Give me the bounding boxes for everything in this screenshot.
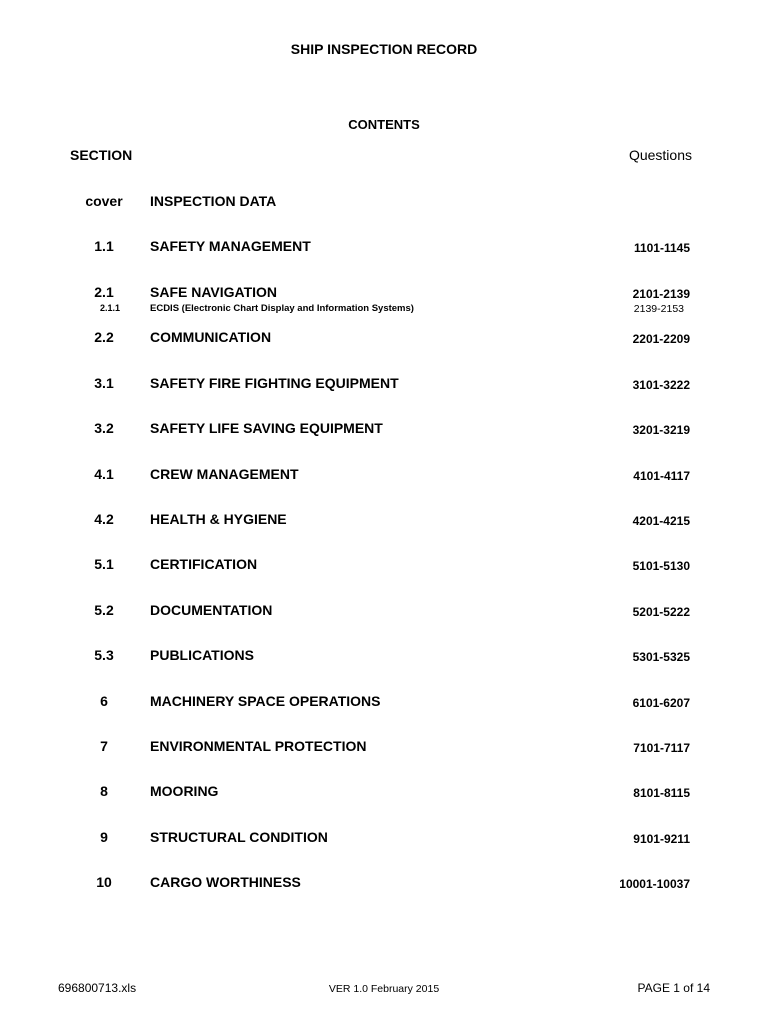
document-title: SHIP INSPECTION RECORD <box>290 41 478 57</box>
question-range: 2201-2209 <box>632 332 690 346</box>
footer-page-number: PAGE 1 of 14 <box>637 981 710 995</box>
section-title: CARGO WORTHINESS <box>150 874 301 890</box>
section-title: SAFE NAVIGATION <box>150 284 278 300</box>
section-title: SAFETY LIFE SAVING EQUIPMENT <box>150 420 383 436</box>
question-range: 4201-4215 <box>632 514 690 528</box>
section-title: HEALTH & HYGIENE <box>150 511 287 527</box>
question-range: 3101-3222 <box>632 378 690 392</box>
section-number: 1.1 <box>94 238 114 254</box>
question-range: 3201-3219 <box>632 423 690 437</box>
section-number: 10 <box>96 874 112 890</box>
question-range: 9101-9211 <box>633 832 690 846</box>
section-title: MACHINERY SPACE OPERATIONS <box>150 693 381 709</box>
section-number: 4.2 <box>94 511 114 527</box>
section-title: PUBLICATIONS <box>150 647 254 663</box>
section-title: SAFETY FIRE FIGHTING EQUIPMENT <box>150 375 399 391</box>
section-title: SAFETY MANAGEMENT <box>150 238 311 254</box>
section-title: INSPECTION DATA <box>150 193 277 209</box>
section-title: ECDIS (Electronic Chart Display and Information Systems) <box>150 303 414 314</box>
section-number: cover <box>85 193 123 209</box>
section-title: STRUCTURAL CONDITION <box>150 829 328 845</box>
section-number: 3.1 <box>94 375 114 391</box>
section-number: 6 <box>100 693 108 709</box>
section-number: 3.2 <box>94 420 114 436</box>
question-range: 5101-5130 <box>632 559 690 573</box>
section-title: MOORING <box>150 783 219 799</box>
question-range: 6101-6207 <box>632 696 690 710</box>
questions-column-header: Questions <box>628 147 692 163</box>
footer-filename: 696800713.xls <box>58 981 137 995</box>
question-range: 2139-2153 <box>633 303 684 315</box>
section-number: 5.3 <box>94 647 114 663</box>
section-title: COMMUNICATION <box>150 329 272 345</box>
section-number: 9 <box>100 829 108 845</box>
question-range: 10001-10037 <box>619 877 690 891</box>
section-number: 5.2 <box>94 602 114 618</box>
section-number: 2.2 <box>94 329 114 345</box>
question-range: 7101-7117 <box>633 741 690 755</box>
section-title: CERTIFICATION <box>150 556 258 572</box>
section-title: DOCUMENTATION <box>150 602 273 618</box>
contents-heading: CONTENTS <box>348 117 420 132</box>
question-range: 4101-4117 <box>633 469 690 483</box>
section-number: 5.1 <box>94 556 114 572</box>
section-number: 4.1 <box>94 466 114 482</box>
section-title: ENVIRONMENTAL PROTECTION <box>150 738 367 754</box>
section-number: 2.1.1 <box>99 303 121 313</box>
question-range: 2101-2139 <box>632 287 690 301</box>
section-number: 7 <box>100 738 108 754</box>
section-number: 8 <box>100 783 108 799</box>
question-range: 5201-5222 <box>632 605 690 619</box>
footer-version: VER 1.0 February 2015 <box>328 983 440 995</box>
section-title: CREW MANAGEMENT <box>150 466 299 482</box>
question-range: 8101-8115 <box>633 786 690 800</box>
section-column-header: SECTION <box>70 147 133 163</box>
question-range: 1101-1145 <box>633 241 690 255</box>
section-number: 2.1 <box>94 284 114 300</box>
question-range: 5301-5325 <box>632 650 690 664</box>
